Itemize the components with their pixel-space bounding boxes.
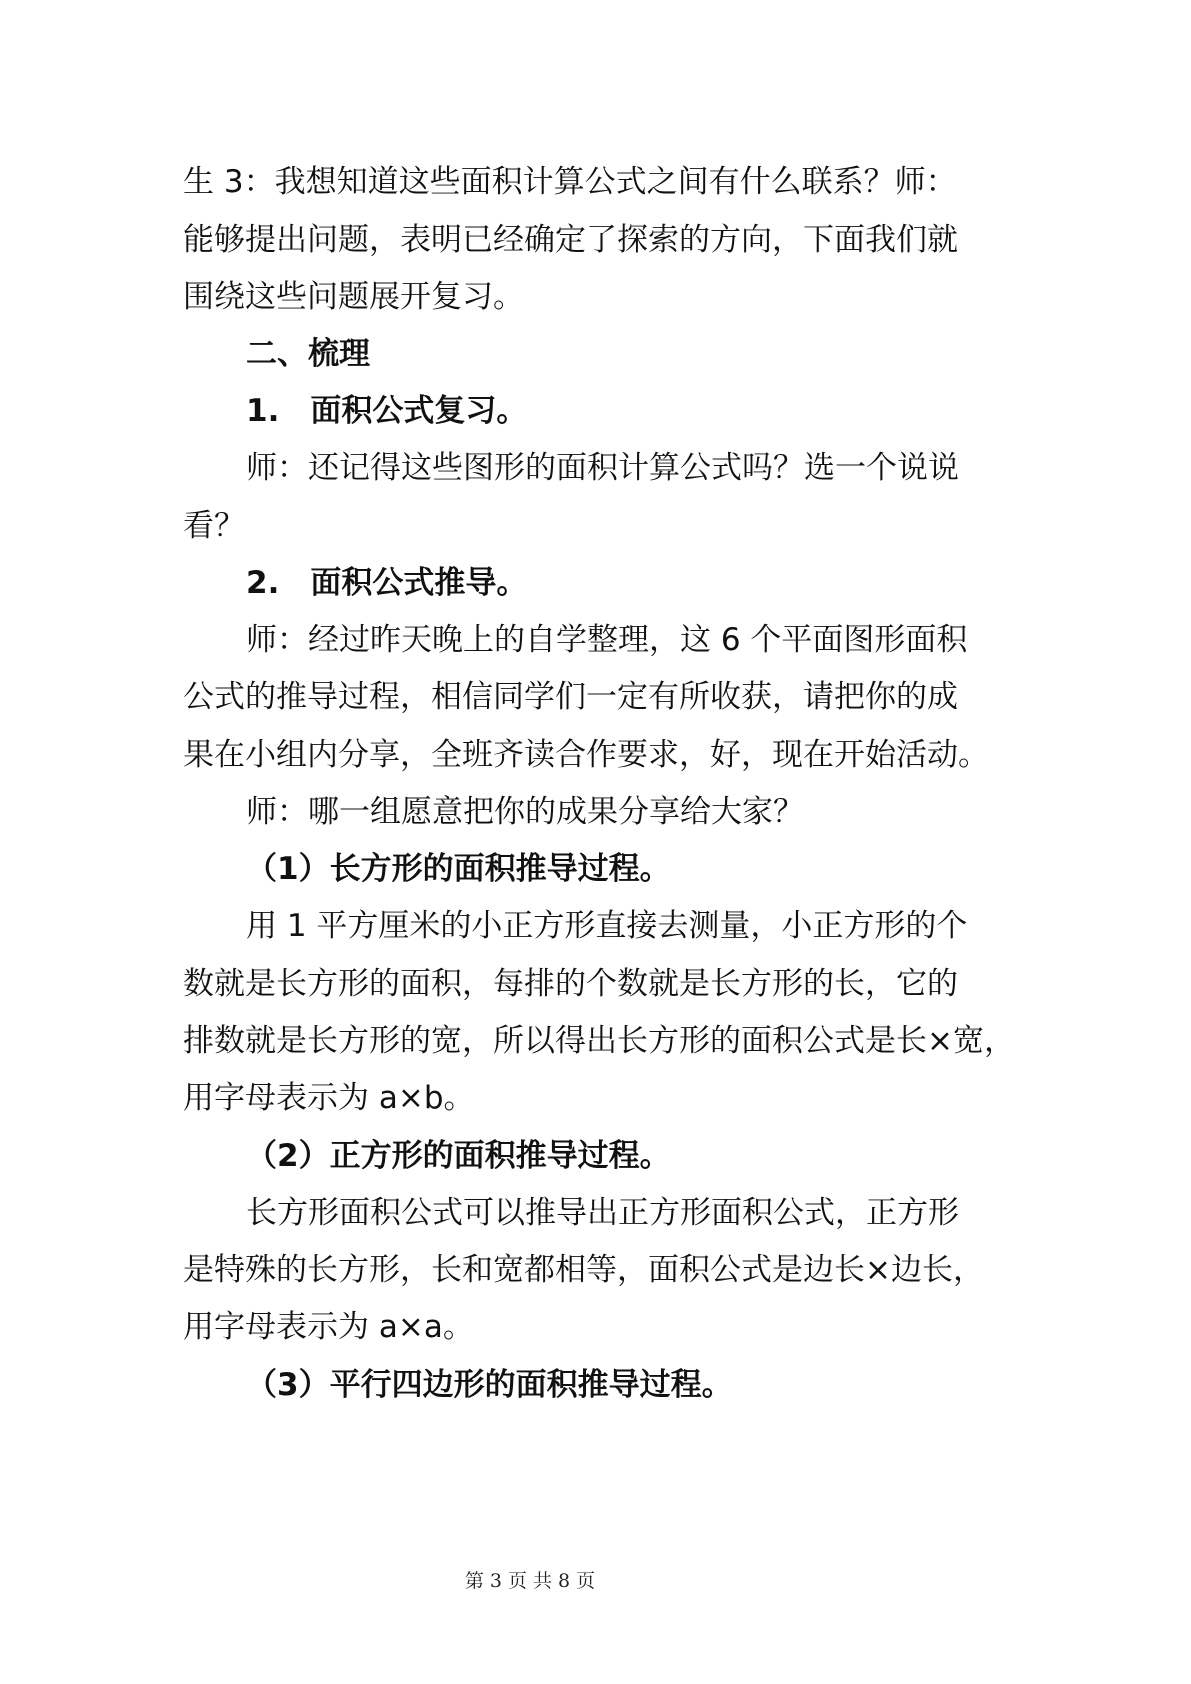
paragraph-line: 数就是长方形的面积，每排的个数就是长方形的长，它的 (183, 966, 958, 1002)
paragraph-line-teacher: 师：经过昨天晚上的自学整理，这 6 个平面图形面积 (246, 622, 968, 658)
subheading-formula-derivation: 2. 面积公式推导。 (246, 565, 528, 601)
subheading-formula-review: 1. 面积公式复习。 (246, 393, 528, 429)
paragraph-line: 排数就是长方形的宽，所以得出长方形的面积公式是长×宽， (183, 1023, 1015, 1059)
paragraph-line: 能够提出问题，表明已经确定了探索的方向，下面我们就 (183, 222, 958, 258)
subheading-rectangle: （1）长方形的面积推导过程。 (246, 851, 671, 887)
subheading-parallelogram: （3）平行四边形的面积推导过程。 (246, 1367, 733, 1403)
paragraph-line: 用 1 平方厘米的小正方形直接去测量，小正方形的个 (246, 908, 968, 944)
page-footer: 第 3 页 共 8 页 (464, 1570, 596, 1592)
paragraph-line: 公式的推导过程，相信同学们一定有所收获，请把你的成 (183, 679, 958, 715)
paragraph-line: 看？ (183, 508, 245, 544)
paragraph-line: 围绕这些问题展开复习。 (183, 279, 524, 315)
section-heading-organize: 二、梳理 (246, 336, 370, 372)
paragraph-line-teacher: 师：还记得这些图形的面积计算公式吗？选一个说说 (246, 450, 959, 486)
paragraph-line-teacher: 师：哪一组愿意把你的成果分享给大家？ (246, 794, 804, 830)
paragraph-line: 是特殊的长方形，长和宽都相等，面积公式是边长×边长， (183, 1252, 984, 1288)
subheading-square: （2）正方形的面积推导过程。 (246, 1138, 671, 1174)
paragraph-line: 用字母表示为 a×a。 (183, 1309, 474, 1345)
paragraph-line: 用字母表示为 a×b。 (183, 1080, 475, 1116)
paragraph-line: 果在小组内分享，全班齐读合作要求，好，现在开始活动。 (183, 737, 989, 773)
paragraph-line-student3: 生 3：我想知道这些面积计算公式之间有什么联系？师： (183, 164, 957, 200)
paragraph-line: 长方形面积公式可以推导出正方形面积公式，正方形 (246, 1195, 959, 1231)
